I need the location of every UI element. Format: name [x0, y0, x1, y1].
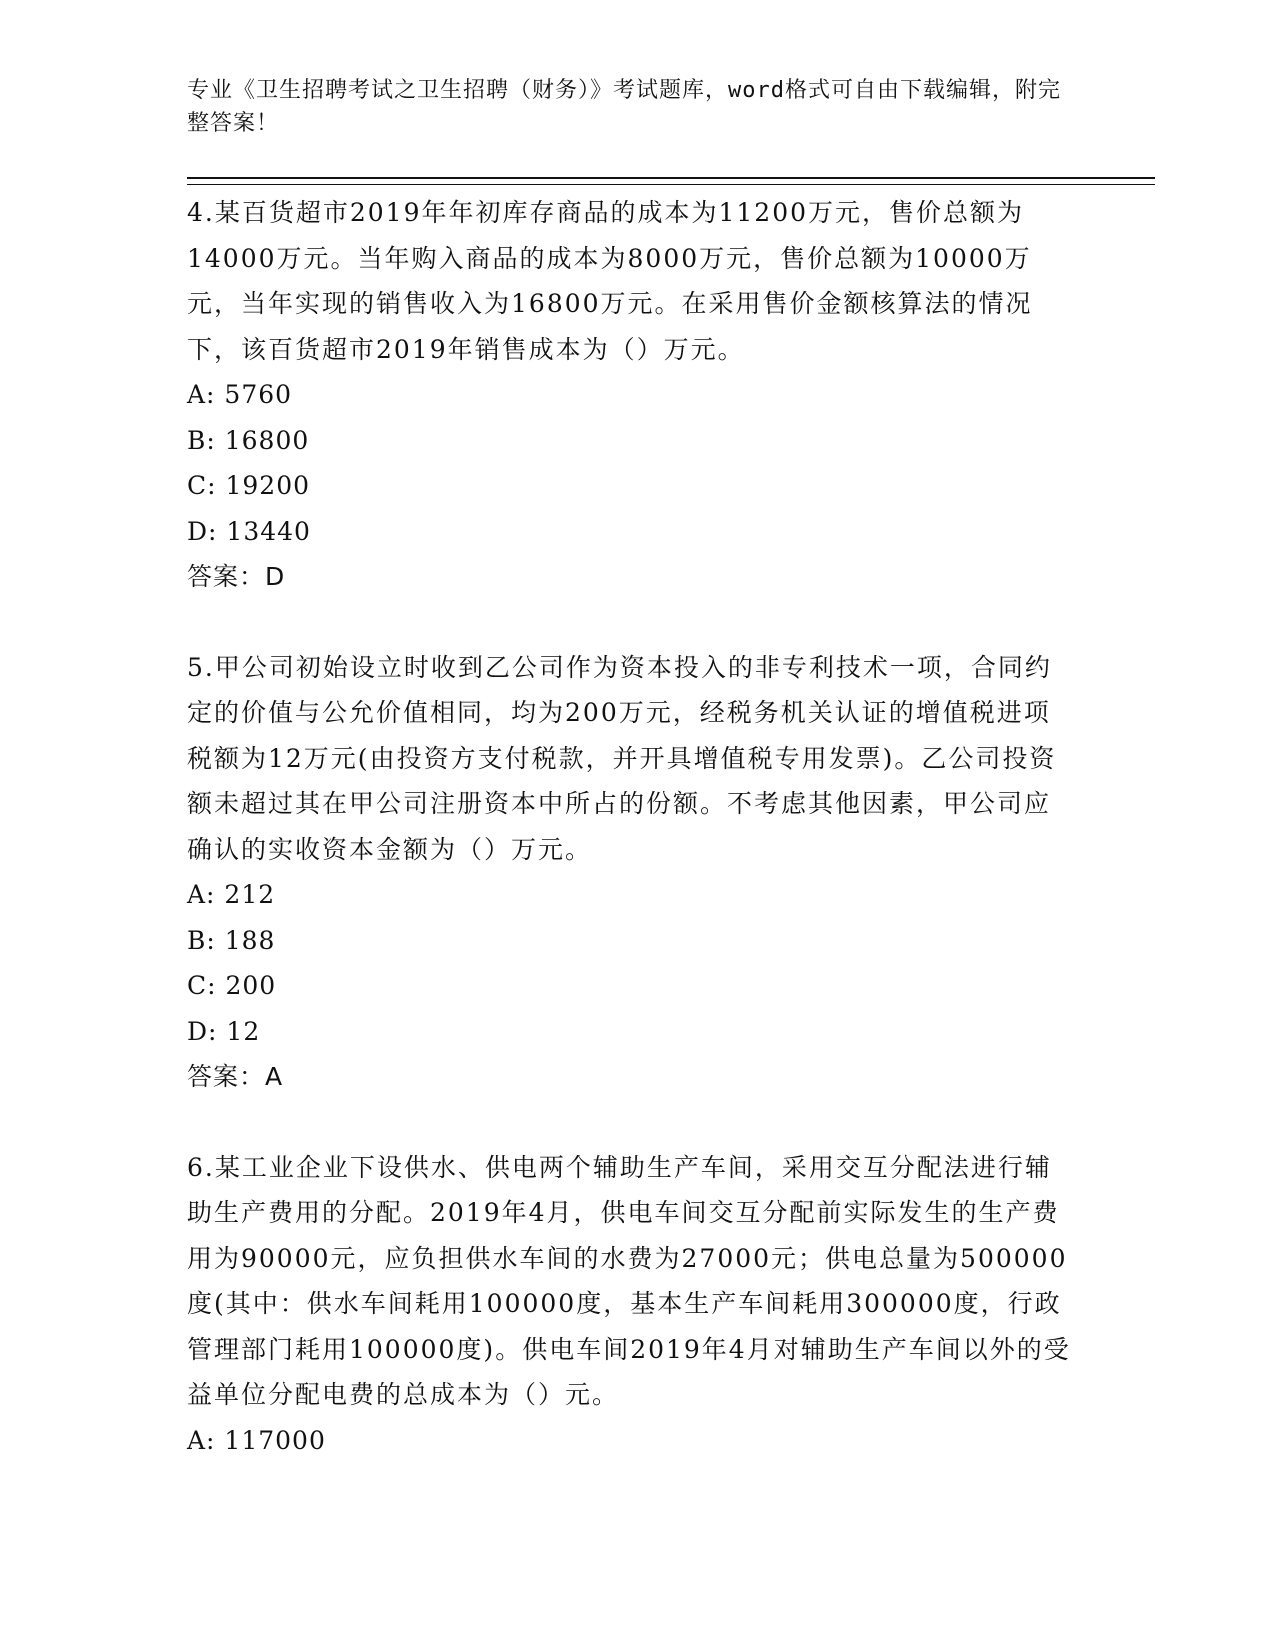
- header-divider-thin: [187, 184, 1155, 185]
- question-text: 5.甲公司初始设立时收到乙公司作为资本投入的非专利技术一项，合同约定的价值与公允价值相同，均为200万元，经税务机关认证的增值税进项税额为12万元(由投资方支付税款，并开具增值税专用发票)。乙公司投资额未超过其在甲公司注册资本中所占的份额。不考虑其他因素，甲公司应确认的实收资本金额为（）万元。: [187, 652, 1057, 864]
- document-header: 专业《卫生招聘考试之卫生招聘（财务）》考试题库，word格式可自由下载编辑，附完整答案！: [187, 78, 1061, 136]
- option-a: A: 117000: [187, 1425, 326, 1455]
- option-c: C: 19200: [187, 471, 311, 500]
- option-a: A: 5760: [187, 380, 293, 409]
- option-c: C: 200: [187, 971, 277, 1000]
- question-text: 6.某工业企业下设供水、供电两个辅助生产车间，采用交互分配法进行辅助生产费用的分配。2019年4月，供电车间交互分配前实际发生的生产费用为90000元，应负担供水车间的水费为27000元；供电总量为500000度(其中：供水车间耗用100000度，基本生产车间耗用300000度，行政管理部门耗用100000度)。供电车间2019年4月对辅助生产车间以外的受益单位分配电费的总成本为（）元。: [187, 1152, 1071, 1409]
- option-b: B: 188: [187, 925, 276, 955]
- question-4: [187, 190, 1077, 600]
- option-d: D: 13440: [187, 516, 311, 546]
- option-a: A: 212: [187, 880, 276, 909]
- answer-line: 答案：D: [187, 562, 286, 591]
- question-6: [187, 1145, 1077, 1464]
- answer-line: 答案：A: [187, 1062, 284, 1091]
- question-list: [187, 190, 1077, 1508]
- option-b: B: 16800: [187, 425, 310, 455]
- question-5: [187, 645, 1077, 1100]
- header-divider-thick: [187, 177, 1155, 179]
- question-text: 4.某百货超市2019年年初库存商品的成本为11200万元，售价总额为14000万元。当年购入商品的成本为8000万元，售价总额为10000万元，当年实现的销售收入为16800万元。在采用售价金额核算法的情况下，该百货超市2019年销售成本为（）万元。: [187, 198, 1033, 364]
- option-d: D: 12: [187, 1016, 261, 1046]
